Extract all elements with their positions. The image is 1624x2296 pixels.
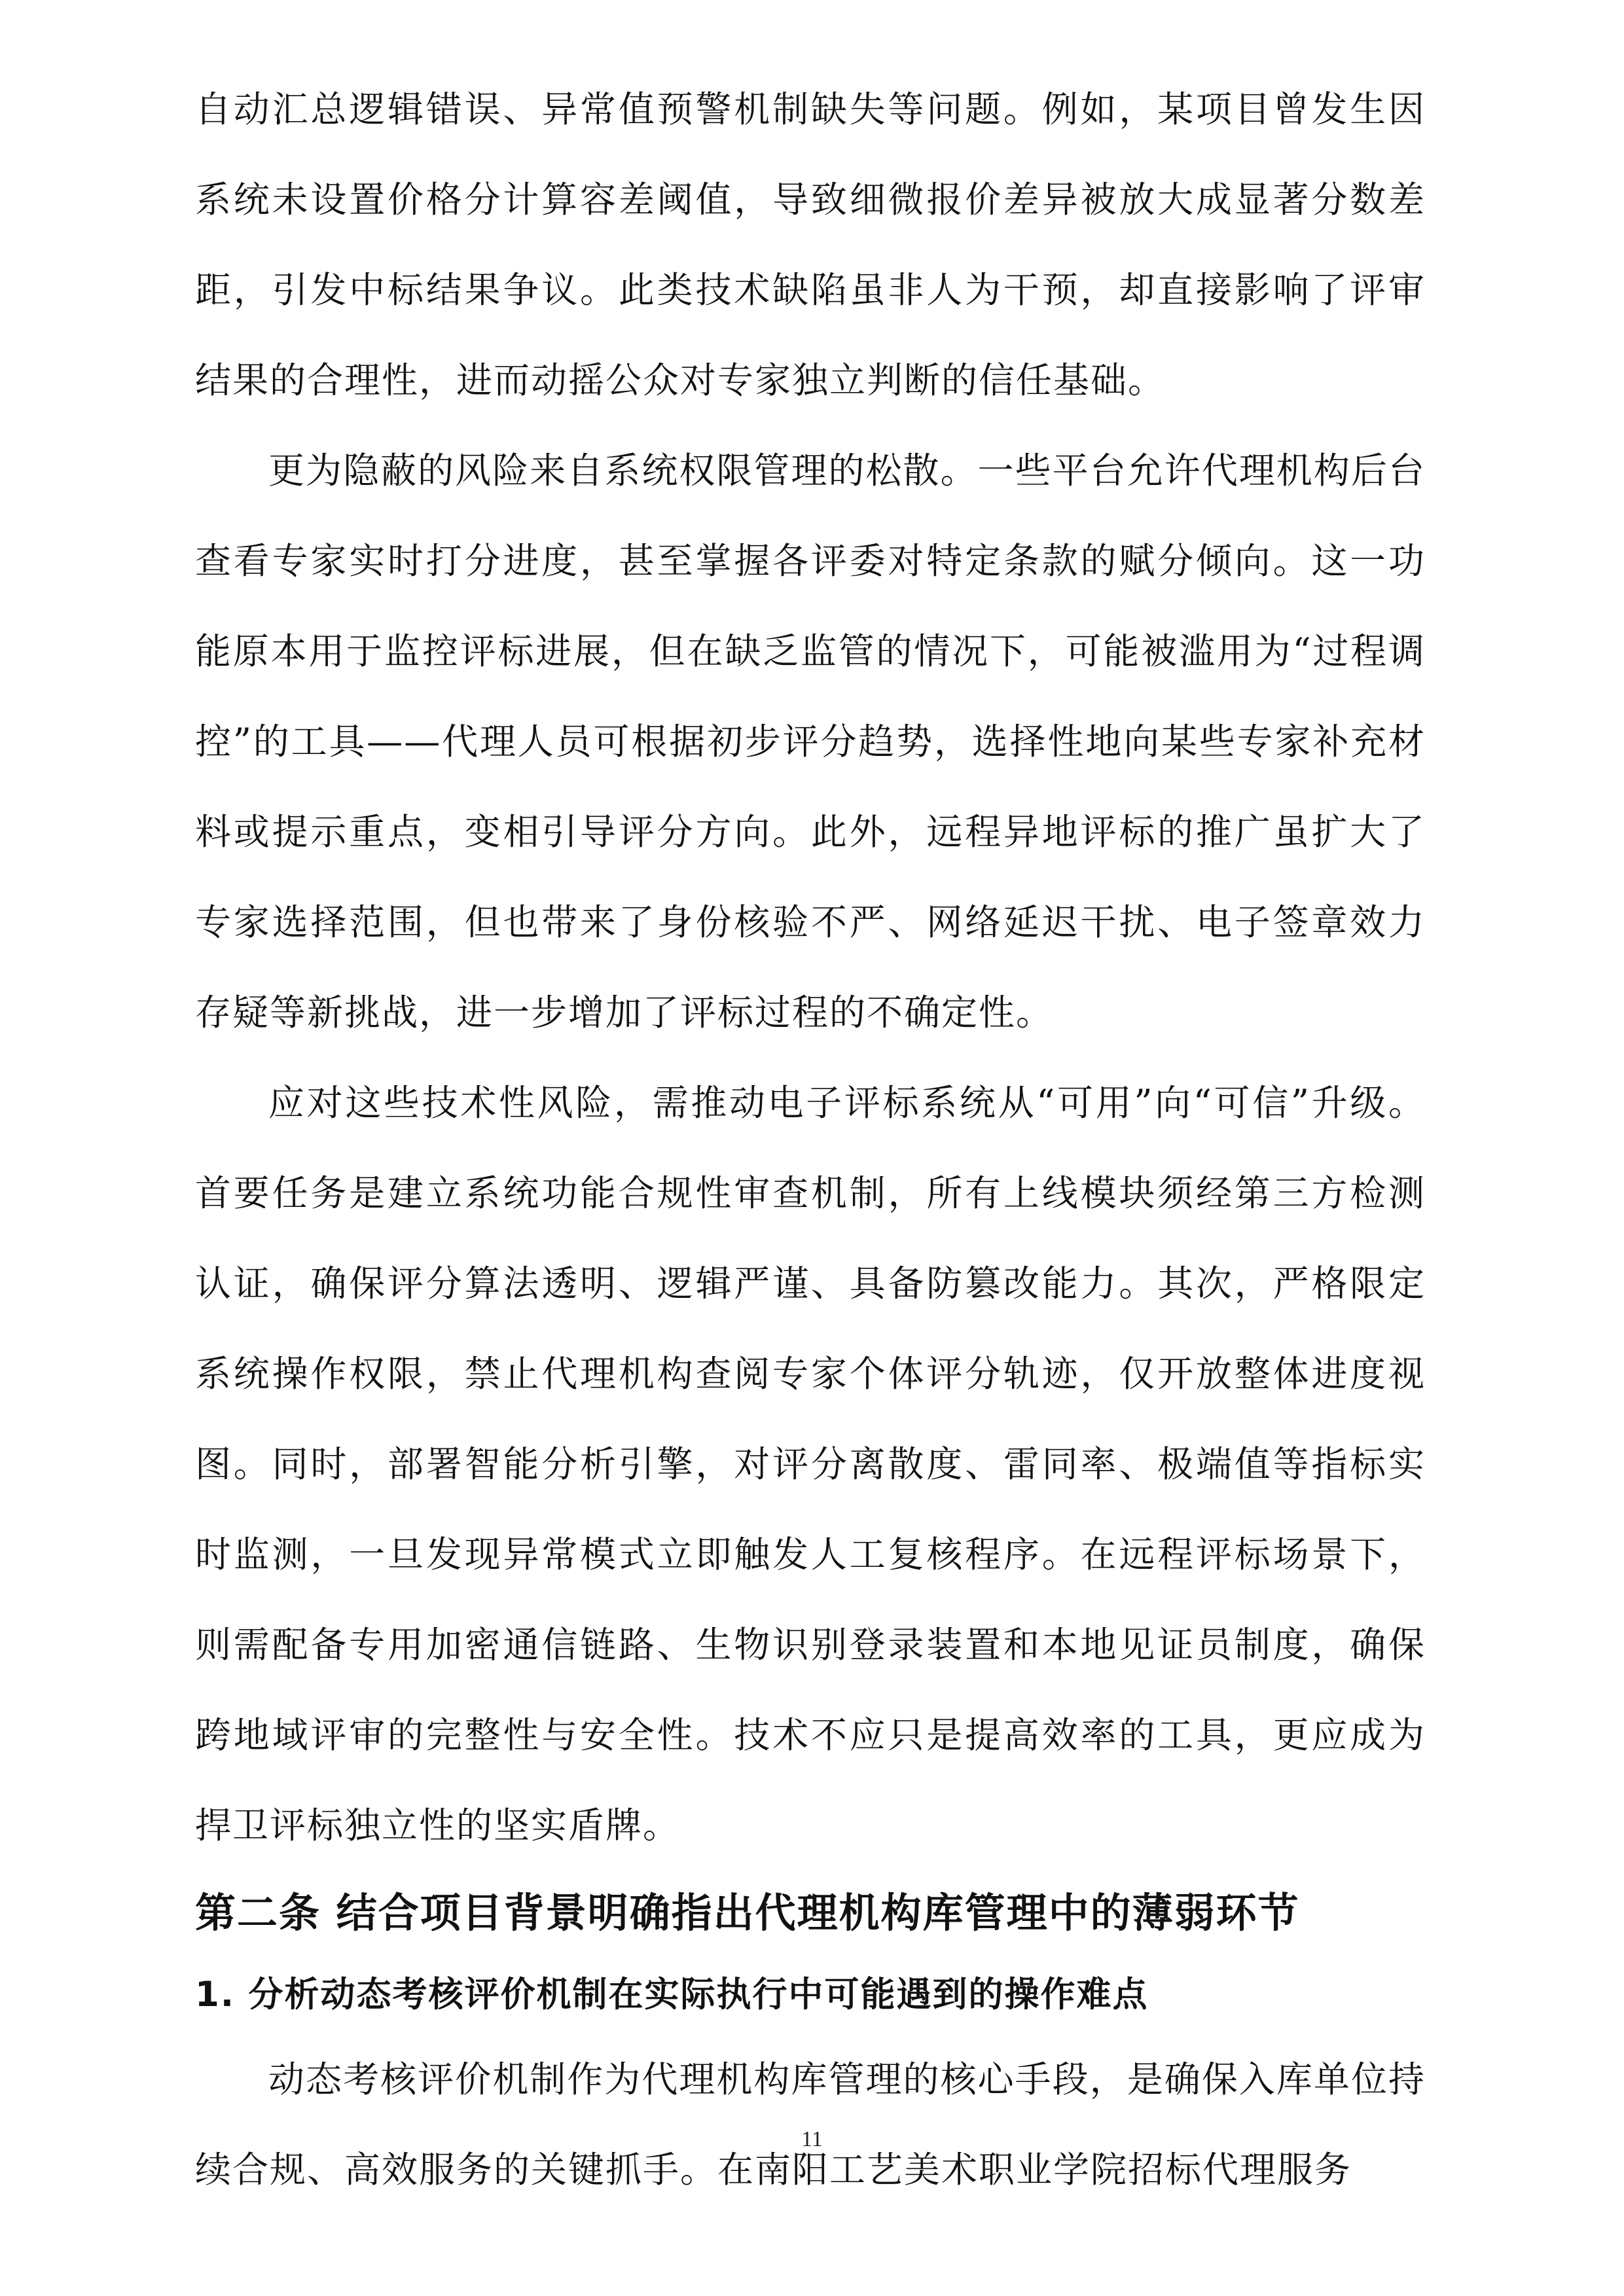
paragraph-dynamic-assessment: 动态考核评价机制作为代理机构库管理的核心手段，是确保入库单位持续合规、高效服务的关键抓手。在南阳工艺美术职业学院招标代理服务	[195, 2058, 1426, 2191]
paragraph-permission-risk: 更为隐蔽的风险来自系统权限管理的松散。一些平台允许代理机构后台查看专家实时打分进度，甚至掌握各评委对特定条款的赋分倾向。这一功能原本用于监控评标进展，但在缺乏监管的情况下，可能被滥用为“过程调控”的工具——代理人员可根据初步评分趋势，选择性地向某些专家补充材料或提示重点，变相引导评分方向。此外，远程异地评标的推广虽扩大了专家选择范围，但也带来了身份核验不严、网络延迟干扰、电子签章效力存疑等新挑战，进一步增加了评标过程的不确定性。	[195, 450, 1426, 1033]
article-heading: 第二条 结合项目背景明确指出代理机构库管理中的薄弱环节	[195, 1889, 1300, 1937]
page-number: 11	[801, 2127, 823, 2151]
paragraph-countermeasures: 应对这些技术性风险，需推动电子评标系统从“可用”向“可信”升级。首要任务是建立系统功能合规性审查机制，所有上线模块须经第三方检测认证，确保评分算法透明、逻辑严谨、具备防篡改能力。其次，严格限定系统操作权限，禁止代理机构查阅专家个体评分轨迹，仅开放整体进度视图。同时，部署智能分析引擎，对评分离散度、雷同率、极端值等指标实时监测，一旦发现异常模式立即触发人工复核程序。在远程评标场景下，则需配备专用加密通信链路、生物识别登录装置和本地见证员制度，确保跨地域评审的完整性与安全性。技术不应只是提高效率的工具，更应成为捍卫评标独立性的坚实盾牌。	[195, 1082, 1426, 1846]
document-body	[195, 64, 1426, 2215]
sub-heading: 1. 分析动态考核评价机制在实际执行中可能遇到的操作难点	[195, 1975, 1149, 2015]
paragraph-continuation: 自动汇总逻辑错误、异常值预警机制缺失等问题。例如，某项目曾发生因系统未设置价格分计算容差阈值，导致细微报价差异被放大成显著分数差距，引发中标结果争议。此类技术缺陷虽非人为干预，却直接影响了评审结果的合理性，进而动摇公众对专家独立判断的信任基础。	[195, 88, 1426, 401]
